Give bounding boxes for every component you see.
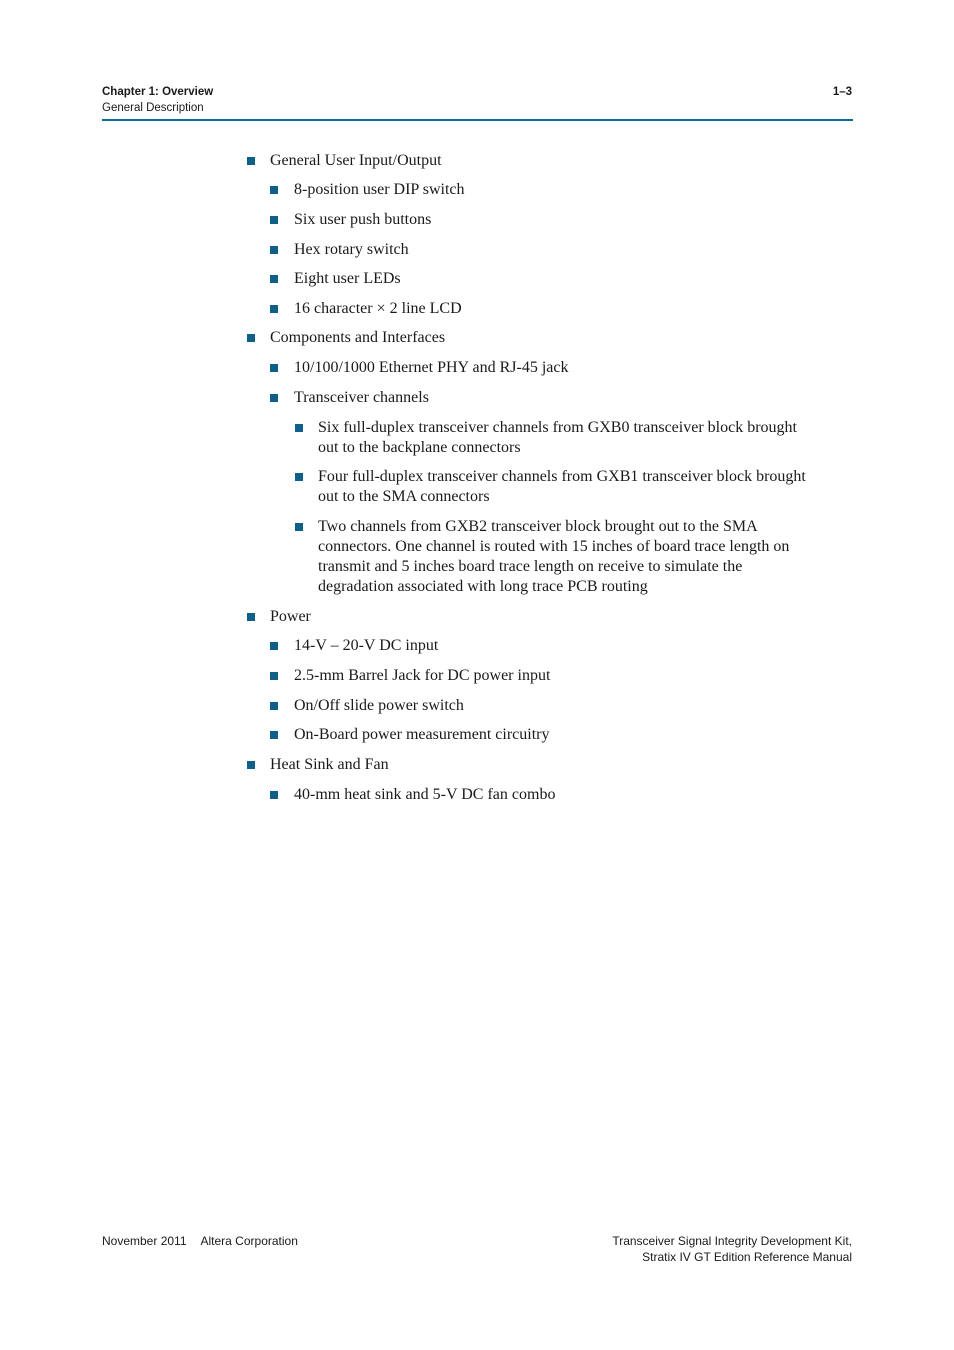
list-item: On-Board power measurement circuitry [294,726,550,743]
bullet-icon [270,731,278,739]
list-item: Six full-duplex transceiver channels from GXB0 transceiver block brought out to the backplane connectors [318,419,797,456]
bullet-icon [270,216,278,224]
bullet-icon [270,702,278,710]
bullet-icon [270,305,278,313]
list-item: 10/100/1000 Ethernet PHY and RJ-45 jack [294,359,569,376]
list-item: Hex rotary switch [294,241,409,258]
footer-right [612,1233,852,1265]
bullet-icon [247,157,255,165]
chapter-title: Chapter 1: Overview [102,86,214,98]
bullet-icon [270,394,278,402]
list-item: General User Input/Output [270,152,442,169]
list-item: Four full-duplex transceiver channels from GXB1 transceiver block brought out to the SMA connectors [318,468,806,505]
bullet-icon [295,473,303,481]
bullet-icon [295,424,303,432]
bullet-icon [270,672,278,680]
bullet-icon [270,364,278,372]
bullet-icon [247,761,255,769]
list-item: 16 character × 2 line LCD [294,300,462,317]
bullet-icon [270,246,278,254]
list-item: Six user push buttons [294,211,432,228]
footer-manual-subtitle: Stratix IV GT Edition Reference Manual [642,1250,852,1264]
bullet-icon [247,613,255,621]
running-header [102,84,213,116]
list-item: Eight user LEDs [294,270,401,287]
list-item: 2.5-mm Barrel Jack for DC power input [294,667,551,684]
bullet-icon [295,523,303,531]
list-item: Heat Sink and Fan [270,756,389,773]
header-rule [102,119,853,121]
list-item: Transceiver channels [294,389,429,406]
list-item: 8-position user DIP switch [294,181,465,198]
list-item: Two channels from GXB2 transceiver block brought out to the SMA connectors. One channel is routed with 15 inches of board trace length on transmit and 5 inches board trace length on receive to simulate the degradation associated with long trace PCB routing [318,518,790,595]
list-item: On/Off slide power switch [294,697,464,714]
list-item: Power [270,608,311,625]
bullet-icon [270,642,278,650]
bullet-icon [270,275,278,283]
section-title: General Description [102,102,204,114]
list-item: 40-mm heat sink and 5-V DC fan combo [294,786,556,803]
footer-date: November 2011 [102,1234,187,1248]
footer-company: Altera Corporation [200,1234,298,1248]
page-number: 1–3 [832,86,852,98]
list-item: 14-V – 20-V DC input [294,637,439,654]
list-item: Components and Interfaces [270,329,446,346]
bullet-icon [270,186,278,194]
bullet-icon [247,334,255,342]
bullet-icon [270,791,278,799]
footer-left [102,1233,298,1249]
footer-manual-title: Transceiver Signal Integrity Development Kit, [612,1234,852,1248]
